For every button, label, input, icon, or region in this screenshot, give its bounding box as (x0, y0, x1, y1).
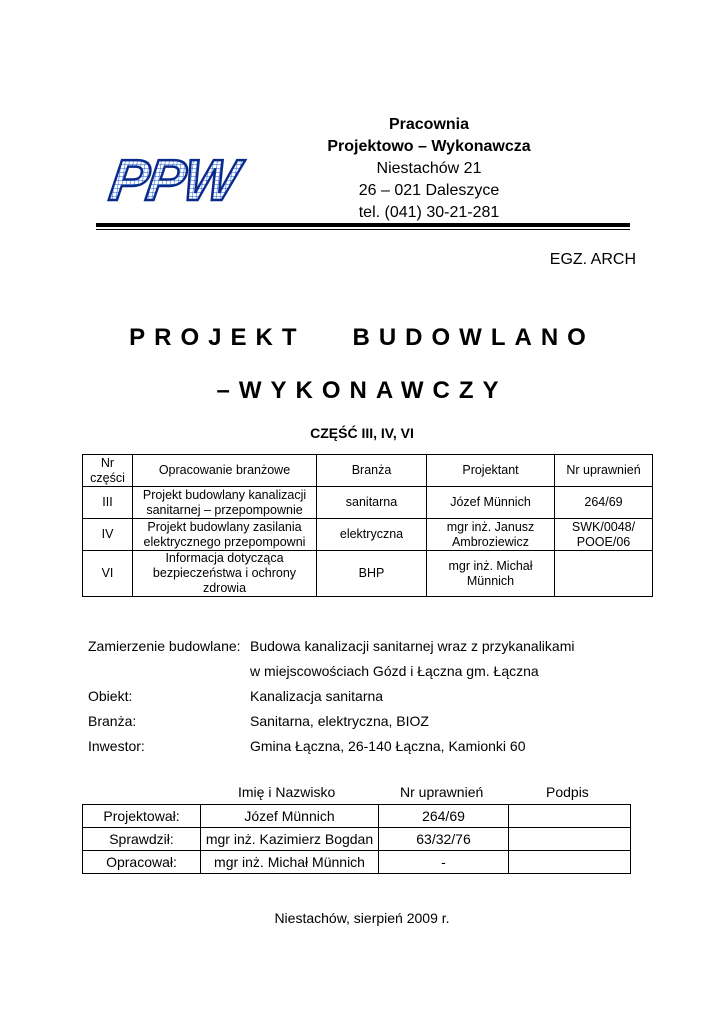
info-value: w miejscowościach Gózd i Łączna gm. Łączna (250, 663, 539, 679)
table-cell: Józef Münnich (201, 805, 379, 828)
table-cell: mgr inż. Michał Münnich (427, 551, 555, 597)
info-label: Inwestor: (88, 738, 145, 754)
table-cell: elektryczna (317, 519, 427, 551)
header-divider-thick (96, 223, 630, 227)
table-cell: Józef Münnich (427, 487, 555, 519)
table-cell: 264/69 (379, 805, 509, 828)
parts-table (82, 454, 653, 597)
sig-header-name: Imię i Nazwisko (238, 784, 336, 800)
table-row (83, 851, 631, 874)
table-row (83, 828, 631, 851)
sig-header-license: Nr uprawnień (400, 784, 484, 800)
table-header-row (83, 455, 653, 487)
table-cell: III (83, 487, 133, 519)
company-line-1: Pracownia (388, 116, 470, 133)
table-cell: VI (83, 551, 133, 597)
table-row (83, 551, 653, 597)
table-cell: Sprawdził: (83, 828, 201, 851)
copy-label: EGZ. ARCH (549, 251, 636, 268)
info-value: Budowa kanalizacji sanitarnej wraz z przykanalikami (250, 638, 575, 654)
header-cell: Projektant (427, 455, 555, 487)
table-cell: mgr inż. Kazimierz Bogdan (201, 828, 379, 851)
company-postal: 26 – 021 Daleszyce (358, 182, 500, 199)
document-title-line-2: –WYKONAWCZY (216, 377, 508, 404)
company-header (300, 114, 558, 224)
company-phone: tel. (041) 30-21-281 (358, 204, 500, 221)
parts-subtitle: CZĘŚĆ III, IV, VI (310, 425, 414, 441)
table-cell: Informacja dotycząca bezpieczeństwa i ochrony zdrowia (133, 551, 317, 597)
info-value: Gmina Łączna, 26-140 Łączna, Kamionki 60 (250, 738, 526, 754)
info-label: Branża: (88, 713, 137, 729)
signatures-table (82, 804, 631, 874)
table-cell (555, 551, 653, 597)
table-cell: SWK/0048/ POOE/06 (555, 519, 653, 551)
table-cell: Projektował: (83, 805, 201, 828)
table-row (83, 487, 653, 519)
company-address: Niestachów 21 (376, 160, 482, 177)
table-cell: 63/32/76 (379, 828, 509, 851)
header-cell: Nr uprawnień (555, 455, 653, 487)
table-cell: mgr inż. Michał Münnich (201, 851, 379, 874)
table-row (83, 519, 653, 551)
table-cell: BHP (317, 551, 427, 597)
header-cell: Opracowanie branżowe (133, 455, 317, 487)
table-cell: Opracował: (83, 851, 201, 874)
signature-cell (509, 828, 631, 851)
table-cell: Projekt budowlany zasilania elektrycznego przepompowni (133, 519, 317, 551)
signature-cell (509, 805, 631, 828)
table-cell: - (379, 851, 509, 874)
header-cell: Nr części (83, 455, 133, 487)
signature-cell (509, 851, 631, 874)
info-label: Obiekt: (88, 688, 133, 704)
header-divider-thin (96, 229, 630, 230)
place-date: Niestachów, sierpień 2009 r. (274, 910, 450, 926)
table-row (83, 805, 631, 828)
info-value: Kanalizacja sanitarna (250, 688, 384, 704)
table-cell: IV (83, 519, 133, 551)
info-label: Zamierzenie budowlane: (88, 638, 241, 654)
sig-header-signature: Podpis (546, 784, 589, 800)
header-cell: Branża (317, 455, 427, 487)
table-cell: mgr inż. Janusz Ambroziewicz (427, 519, 555, 551)
table-cell: Projekt budowlany kanalizacji sanitarnej – przepompownie (133, 487, 317, 519)
company-line-2: Projektowo – Wykonawcza (327, 138, 531, 155)
info-value: Sanitarna, elektryczna, BIOZ (250, 713, 429, 729)
ppw-logo (105, 140, 241, 213)
document-title-line-1: PROJEKT BUDOWLANO (129, 324, 595, 351)
table-cell: sanitarna (317, 487, 427, 519)
svg-text:PPW: PPW (105, 148, 241, 213)
table-cell: 264/69 (555, 487, 653, 519)
